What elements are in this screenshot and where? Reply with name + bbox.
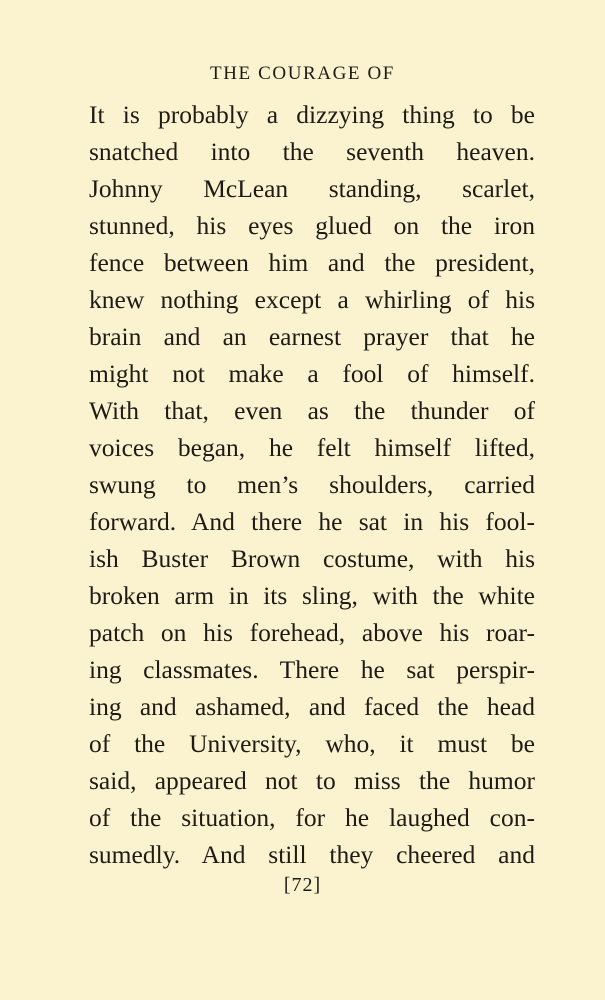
text-line: swung to men’s shoulders, carried [89,470,535,499]
text-line: forward. And there he sat in his fool- [89,507,535,536]
text-line: With that, even as the thunder of [89,396,535,425]
text-line: snatched into the seventh heaven. [89,137,535,166]
text-line: Johnny McLean standing, scarlet, [89,174,535,203]
text-line: of the situation, for he laughed con- [89,803,535,832]
text-line: ing classmates. There he sat perspir- [89,655,535,684]
text-line: voices began, he felt himself lifted, [89,433,535,462]
text-line: ish Buster Brown costume, with his [89,544,535,573]
body-text [89,96,535,873]
text-line: ing and ashamed, and faced the head [89,692,535,721]
text-line: It is probably a dizzying thing to be [89,100,535,129]
text-line: sumedly. And still they cheered and [89,840,535,869]
text-line: brain and an earnest prayer that he [89,322,535,351]
page-number: [72] [283,874,322,896]
text-line: might not make a fool of himself. [89,359,535,388]
text-line: fence between him and the president, [89,248,535,277]
text-line: said, appeared not to miss the humor [89,766,535,795]
text-line: of the University, who, it must be [89,729,535,758]
text-line: patch on his forehead, above his roar- [89,618,535,647]
text-line: stunned, his eyes glued on the iron [89,211,535,240]
text-line: broken arm in its sling, with the white [89,581,535,610]
text-line: knew nothing except a whirling of his [89,285,535,314]
running-head: THE COURAGE OF [210,63,395,84]
